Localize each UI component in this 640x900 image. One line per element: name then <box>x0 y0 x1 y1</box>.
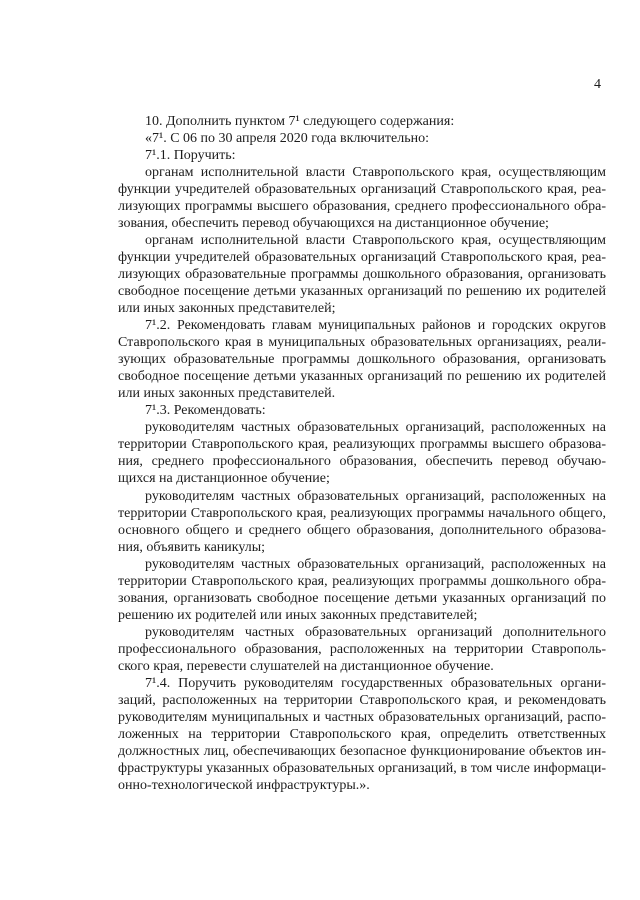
text-line: 7¹.1. Поручить: <box>145 147 236 163</box>
text-line: заций, расположенных на территории Ставропольского края, и рекомендовать <box>118 693 606 709</box>
paragraph <box>118 488 606 556</box>
text-line: свободное посещение детьми указанных организаций по решению их родителей <box>118 369 606 385</box>
text-line: ния, среднего профессионального образования, обеспечить перевод обучаю- <box>118 454 606 470</box>
text-line: Ставропольского края в муниципальных образовательных организациях, реали- <box>118 335 606 351</box>
text-line: 7¹.2. Рекомендовать главам муниципальных районов и городских округов <box>145 318 606 334</box>
text-line: 7¹.4. Поручить руководителям государственных образовательных органи- <box>145 676 606 692</box>
text-line: органам исполнительной власти Ставропольского края, осуществляющим <box>145 232 606 248</box>
text-line: основного общего и среднего общего образования, дополнительного образова- <box>118 522 606 538</box>
paragraph <box>118 113 606 130</box>
text-line: руководителям муниципальных и частных образовательных организаций, распо- <box>118 710 606 726</box>
paragraph <box>118 675 606 794</box>
text-line: ского края, перевести слушателей на дистанционное обучение. <box>118 659 494 674</box>
paragraph <box>118 402 606 419</box>
text-line: территории Ставропольского края, реализующих программы дошкольного обра- <box>118 573 606 589</box>
paragraph <box>118 556 606 624</box>
text-line: функции учредителей образовательных организаций Ставропольского края, реа- <box>118 181 606 197</box>
paragraph <box>118 164 606 232</box>
text-line: руководителям частных образовательных организаций, расположенных на <box>145 420 606 436</box>
text-line: щихся на дистанционное обучение; <box>118 471 330 487</box>
text-line: руководителям частных образовательных организаций, расположенных на <box>145 488 606 504</box>
paragraph <box>118 624 606 675</box>
text-line: ложенных на территории Ставропольского края, определить ответственных <box>118 727 606 743</box>
text-line: территории Ставропольского края, реализующих программы начального общего, <box>118 505 606 521</box>
text-line: онно-технологической инфраструктуры.». <box>118 778 370 794</box>
text-line: фраструктуры указанных образовательных организаций, в том числе информаци- <box>118 761 606 777</box>
text-line: решению их родителей или иных законных представителей; <box>118 607 478 623</box>
page-number: 4 <box>594 77 601 92</box>
text-line: руководителям частных образовательных организаций, расположенных на <box>145 556 606 572</box>
text-line: зования, организовать свободное посещение детьми указанных организаций по <box>118 590 606 606</box>
text-line: 10. Дополнить пунктом 7¹ следующего содержания: <box>145 113 455 129</box>
text-line: или иных законных представителей; <box>118 301 336 317</box>
text-line: должностных лиц, обеспечивающих безопасное функционирование объектов ин- <box>118 744 606 760</box>
text-line: функции учредителей образовательных организаций Ставропольского края, реа- <box>118 249 606 265</box>
text-line: ния, объявить каникулы; <box>118 539 266 555</box>
text-line: лизующих программы высшего образования, среднего профессионального обра- <box>118 198 606 214</box>
text-line: или иных законных представителей. <box>118 386 336 402</box>
document-body <box>118 113 606 795</box>
text-line: руководителям частных образовательных организаций дополнительного <box>145 624 606 640</box>
text-line: 7¹.3. Рекомендовать: <box>145 403 266 419</box>
text-line: профессионального образования, расположенных на территории Ставрополь- <box>118 641 606 657</box>
text-line: свободное посещение детьми указанных организаций по решению их родителей <box>118 283 606 299</box>
paragraph <box>118 130 606 147</box>
paragraph <box>118 419 606 487</box>
text-line: зующих образовательные программы дошкольного образования, организовать <box>118 352 606 368</box>
text-line: лизующих образовательные программы дошкольного образования, организовать <box>118 266 606 282</box>
text-line: территории Ставропольского края, реализующих программы высшего образова- <box>118 437 606 453</box>
paragraph <box>118 317 606 402</box>
text-line: зования, обеспечить перевод обучающихся на дистанционное обучение; <box>118 215 549 231</box>
text-line: органам исполнительной власти Ставропольского края, осуществляющим <box>145 164 606 180</box>
paragraph <box>118 232 606 317</box>
text-line: «7¹. С 06 по 30 апреля 2020 года включительно: <box>145 130 429 146</box>
paragraph <box>118 147 606 164</box>
